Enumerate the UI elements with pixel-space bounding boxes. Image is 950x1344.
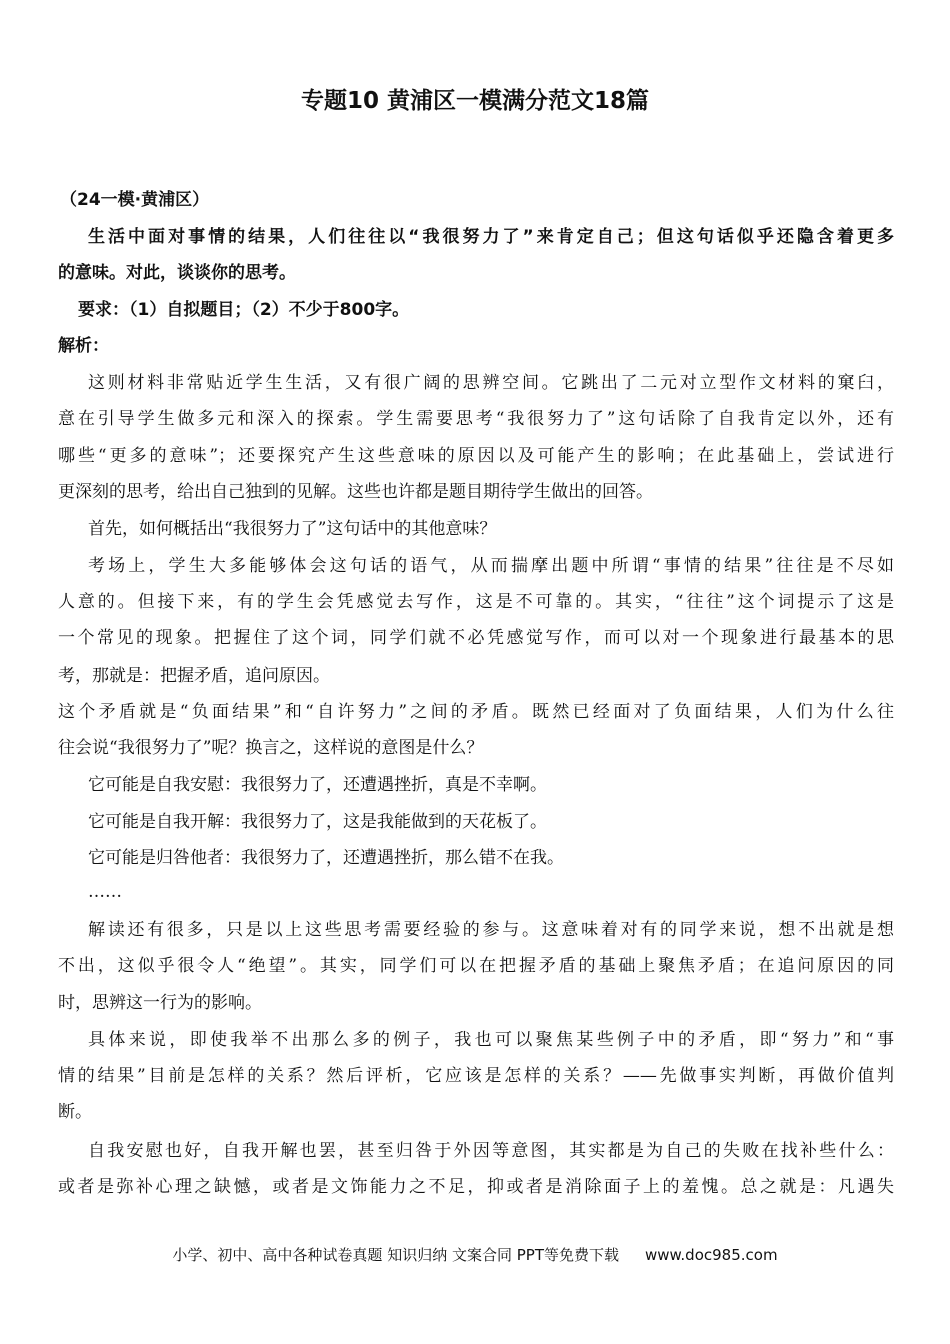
prompt-line: 生活中面对事情的结果，人们往往以“我很努力了”来肯定自己；但这句话似乎还隐含着更多 xyxy=(88,227,894,247)
body-text-line: 更深刻的思考，给出自己独到的见解。这些也许都是题目期待学生做出的回答。 xyxy=(58,482,653,502)
body-text-line: 解读还有很多，只是以上这些思考需要经验的参与。这意味着对有的同学来说，想不出就是想 xyxy=(88,920,894,940)
body-text-line: 它可能是自我开解：我很努力了，这是我能做到的天花板了。 xyxy=(88,812,547,832)
footer xyxy=(0,1244,950,1265)
body-text-line: 往会说“我很努力了”呢？换言之，这样说的意图是什么？ xyxy=(58,738,484,758)
body-text-line: 人意的。但接下来，有的学生会凭感觉去写作，这是不可靠的。其实，“往往”这个词提示了这是 xyxy=(58,592,894,612)
footer-text: 小学、初中、高中各种试卷真题 知识归纳 文案合同 PPT等免费下载 xyxy=(172,1246,619,1264)
analysis-label: 解析： xyxy=(58,336,109,356)
body-text-line: 它可能是归咎他者：我很努力了，还遭遇挫折，那么错不在我。 xyxy=(88,848,564,868)
body-text-line: 断。 xyxy=(58,1102,92,1122)
body-text-line: 这则材料非常贴近学生生活，又有很广阔的思辨空间。它跳出了二元对立型作文材料的窠臼， xyxy=(88,373,894,393)
body-text-line: 或者是弥补心理之缺憾，或者是文饰能力之不足，抑或者是消除面子上的羞愧。总之就是：凡遇失 xyxy=(58,1177,894,1197)
requirement: 要求：（1）自拟题目；（2）不少于800字。 xyxy=(78,300,410,320)
body-text-line: 考场上，学生大多能够体会这句话的语气，从而揣摩出题中所谓“事情的结果”往往是不尽如 xyxy=(88,556,894,576)
body-text-line: 首先，如何概括出“我很努力了”这句话中的其他意味？ xyxy=(88,519,497,539)
body-text-line: 哪些“更多的意味”；还要探究产生这些意味的原因以及可能产生的影响；在此基础上，尝试进行 xyxy=(58,446,894,466)
body-text-line: 意在引导学生做多元和深入的探索。学生需要思考“我很努力了”这句话除了自我肯定以外，还有 xyxy=(58,409,894,429)
prompt-line: 的意味。对此，谈谈你的思考。 xyxy=(58,263,296,283)
footer-site-link[interactable]: www.doc985.com xyxy=(644,1246,778,1264)
body-text-line: 情的结果”目前是怎样的关系？然后评析，它应该是怎样的关系？——先做事实判断，再做价值判 xyxy=(58,1066,894,1086)
body-text-line: …… xyxy=(88,882,122,902)
body-text-line: 考，那就是：把握矛盾，追问原因。 xyxy=(58,666,330,686)
body-text-line: 这个矛盾就是“负面结果”和“自许努力”之间的矛盾。既然已经面对了负面结果，人们为什么往 xyxy=(58,702,894,722)
document-title: 专题10 黄浦区一模满分范文18篇 xyxy=(300,88,650,114)
source-label: （24一模·黄浦区） xyxy=(60,190,210,210)
body-text-line: 自我安慰也好，自我开解也罢，甚至归咎于外因等意图，其实都是为自己的失败在找补些什么： xyxy=(88,1141,894,1161)
body-text-line: 具体来说，即使我举不出那么多的例子，我也可以聚焦某些例子中的矛盾，即“努力”和“事 xyxy=(88,1030,894,1050)
body-text-line: 一个常见的现象。把握住了这个词，同学们就不必凭感觉写作，而可以对一个现象进行最基本的思 xyxy=(58,628,894,648)
body-text-line: 时，思辨这一行为的影响。 xyxy=(58,993,262,1013)
body-text-line: 不出，这似乎很令人“绝望”。其实，同学们可以在把握矛盾的基础上聚焦矛盾；在追问原因的同 xyxy=(58,956,894,976)
body-text-line: 它可能是自我安慰：我很努力了，还遭遇挫折，真是不幸啊。 xyxy=(88,775,547,795)
